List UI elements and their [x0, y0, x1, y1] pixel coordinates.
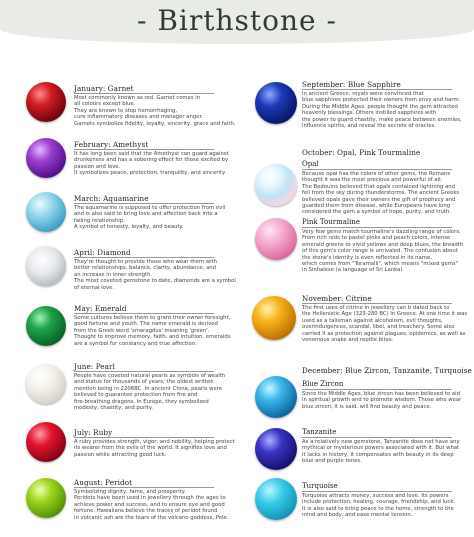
november-description: The first uses of citrine in jewellery can b dated back to the Hellenistic Age (323-280 BC) in Greece. At one time it was used as a talisman against alcoholism, evil thoughts, overindulgences, scandal, libel, and treachery. Some also carried it as protection against plagues, epidemics, as well as venomous snake and reptile bites. [302, 305, 468, 344]
february-rule [74, 149, 214, 150]
november-rule [302, 303, 452, 304]
citrine-gem-image [252, 296, 296, 340]
pink-tourmaline-rule [302, 227, 452, 228]
blue-zircon-description: Since the Middle Ages, blue zircon has been believed to aid in spiritual growth and to promote wisdom. Those who wear blue zircon, it is said, will find beauty and peace. [302, 391, 462, 410]
diamond-gem-image [26, 246, 66, 286]
june-heading: June: Pearl [74, 362, 115, 371]
april-rule [74, 257, 214, 258]
march-description: The aquamarine is supposed to offer protection from evil and is also said to bring love and affection back into a failing relationship. A symbol of honesty, loyalty, and beauty. [74, 205, 226, 231]
september-description: In ancient Greece, royals were convinced that blue sapphires protected their owners from envy and harm. During the Middle Ages, people thought the gem attracted heavenly blessings. Others instilled sapphires with the power to guard chastity, make peace between enemies, influence spirits, and reveal the secrets of oracles. [302, 91, 462, 130]
turquoise-gem-image [255, 478, 297, 520]
february-heading: February: Amethyst [74, 140, 149, 149]
january-rule [74, 93, 214, 94]
opal-description: Because opal has the colors of other gems, the Romans thought it was the most precious and powerful of all. The Bedouins believed that opals contained lightning and fell from the sky during thunderstorms. The ancient Greeks believed opals gave their owners the gift of prophecy and guarded them from disease, while Europeans have long considered the gem a symbol of hope, purity, and truth. [302, 171, 460, 216]
october-heading: October: Opal, Pink Tourmaline [302, 148, 421, 157]
ruby-gem-image [26, 422, 66, 462]
opal-subheading: Opal [302, 160, 319, 168]
september-heading: September: Blue Sapphire [302, 80, 401, 89]
blue-zircon-subheading: Blue Zircon [302, 380, 344, 388]
tanzanite-gem-image [255, 428, 297, 470]
january-heading: January: Garnet [74, 84, 134, 93]
february-description: It has long been said that the Amethyst can guard against drunkeness and has a sobering effect for those excited by passion and love. It symbolizes peace, protection, tranquility, and sincerity. [74, 151, 229, 177]
turquoise-description: Turquoise attracts money, success and love. Its powers include protection, healing, courage, friendship, and luck. It is also said to bring peace to the home, strength to the mind and body, and ease mental tension. [302, 493, 456, 519]
pink-tourmaline-subheading: Pink Tourmaline [302, 218, 361, 226]
july-rule [74, 437, 214, 438]
july-heading: July: Ruby [74, 428, 113, 437]
tanzanite-description: As a relatively new gemstone, Tanzanite dose not have any mythical or mysterious powers associated with it. But what it lacks in history, it compensates with beauty in its deep blue and purple tones. [302, 439, 460, 465]
july-description: A ruby provides strength, vigor, and nobility, helping protect its wearer from the evils of the world. It signifies love and passion while attracting good luck. [74, 439, 235, 458]
opal-rule [302, 169, 452, 170]
august-heading: August: Peridot [74, 478, 133, 487]
tanzanite-subheading: Tanzanite [302, 428, 337, 436]
june-rule [74, 371, 214, 372]
opal-gem-image [255, 164, 297, 206]
june-description: People have coveted natural pearls as symbols of wealth and status for thousands of years; the oldest written mention being in 2206BC. In ancient China, pearls were believed to guarantee protection from fire and fire-breathing dragons. In Europe, they symbolized modesty, chastity, and purity. [74, 373, 226, 412]
march-rule [74, 203, 214, 204]
december-heading: December: Blue Zircon, Tanzanite, Turquoise [302, 366, 472, 375]
blue-zircon-gem-image [255, 376, 297, 418]
august-rule [74, 487, 214, 488]
amethyst-gem-image [26, 138, 66, 178]
tanzanite-rule [302, 437, 452, 438]
page-title: - Birthstone - [136, 4, 337, 37]
peridot-gem-image [26, 478, 66, 518]
pink-tourmaline-description: Very few gems match tourmaline's dazzling range of colors. From rich reds to pastel pinks and peach colors, intense emerald greens to vivid yellows and deep blues, the breadth of this gem's color range is unrivaled. The confusion about the stone's identity is even reflected in its name, which comes from "Toramalli", which means "mixed gems" in Sinhalese (a language of Sri Lanka). [302, 229, 464, 274]
pearl-gem-image [26, 364, 66, 404]
turquoise-rule [302, 491, 452, 492]
november-heading: November: Citrine [302, 294, 372, 303]
april-heading: April: Diamond [74, 248, 131, 257]
sapphire-gem-image [255, 82, 297, 124]
garnet-gem-image [26, 82, 66, 122]
april-description: They're thought to provide those who wear them with better relationships, balance, clarity, abundance, and an increase in inner strength. The most coveted gemstone to date, diamonds are a symbol of eternal love. [74, 259, 236, 291]
may-description: Some cultures believe them to grant their owner foresight, good fortune and youth. The name emerald is derived from the Greek word 'smaragdus' meaning 'green'. Thought to improve memory, faith, and intuition, emeralds are a symbol for constancy and true affection. [74, 315, 231, 347]
march-heading: March: Aquamarine [74, 194, 149, 203]
january-description: Most commonly known as red. Garnet comes in all colours except blue. They are known to stop hemorrhaging, cure inflammatory diseases and manager anger. Garnets symbolize fidelity, loyalty, sincerity, grace and faith. [74, 95, 236, 127]
august-description: Symbolizing dignity, fame, and prosperity. Peridots have been used in jewellery through the ages to achieve power and success, and to ensure eye and good fortune. Hawaiians believe the traces of peridot found in volcanic ash are the tears of the volcano goddess, Pele. [74, 489, 229, 521]
aquamarine-gem-image [26, 192, 66, 232]
turquoise-subheading: Turquoise [302, 482, 338, 490]
pink-tourmaline-gem-image [255, 218, 297, 260]
may-rule [74, 313, 214, 314]
may-heading: May: Emerald [74, 304, 127, 313]
september-rule [302, 89, 452, 90]
blue-zircon-rule [302, 389, 452, 390]
emerald-gem-image [26, 306, 66, 346]
